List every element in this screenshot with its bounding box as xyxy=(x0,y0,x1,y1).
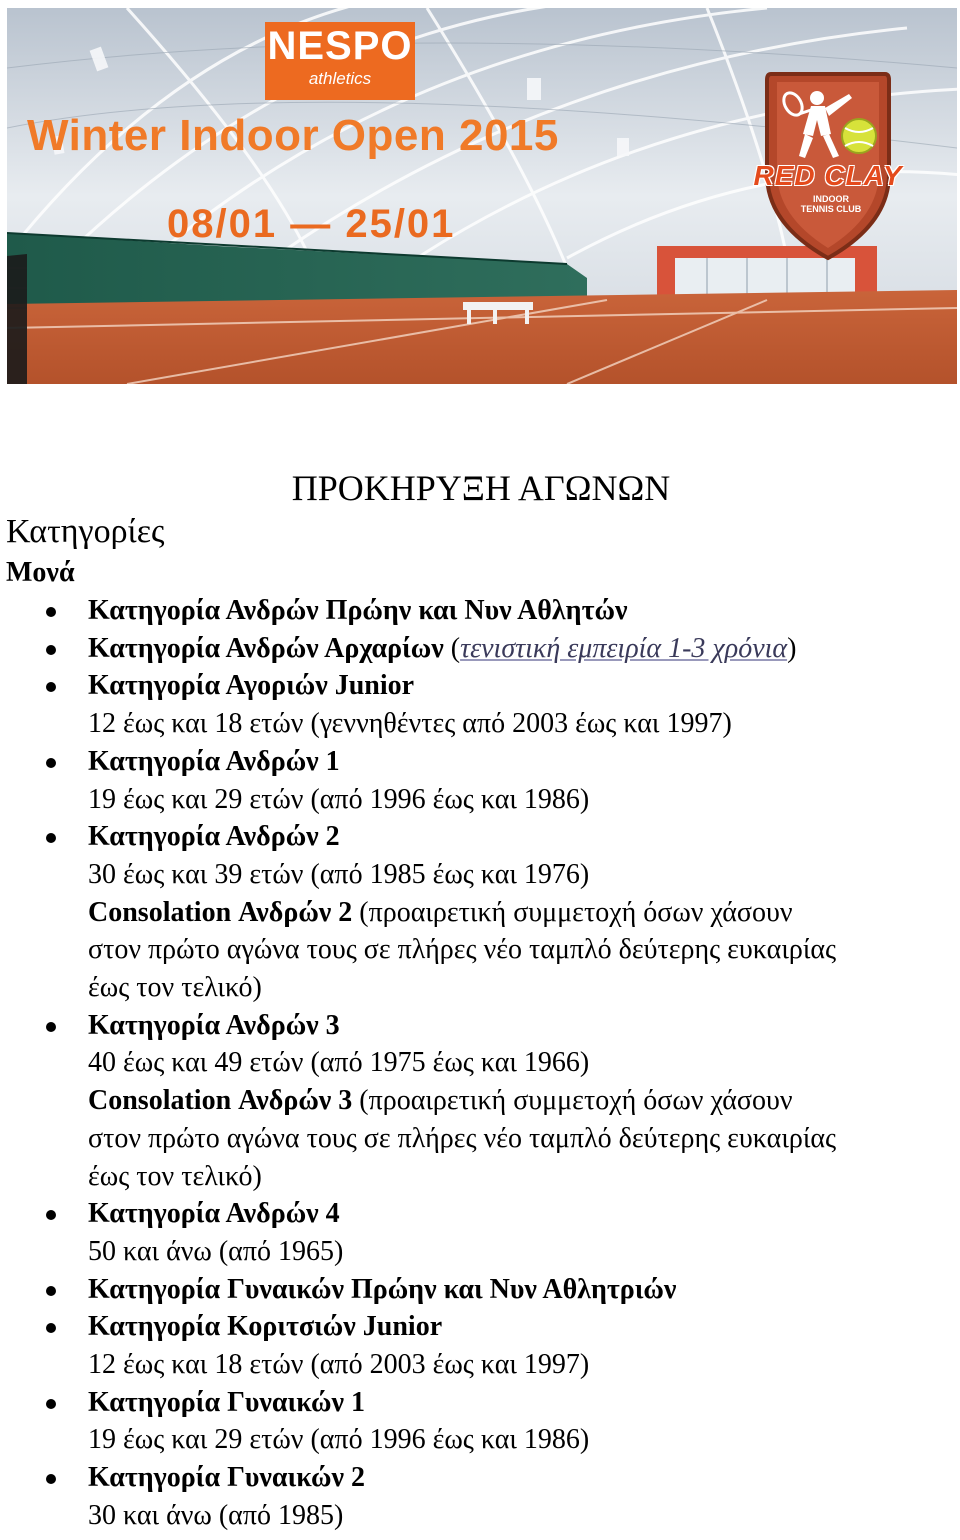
brand-name: NESPO xyxy=(267,24,413,68)
note-open: ( xyxy=(443,632,461,664)
bullet-icon xyxy=(46,607,56,617)
bullet-icon xyxy=(46,833,56,843)
event-title: Winter Indoor Open 2015 xyxy=(27,111,559,160)
category-note: τενιστική εμπειρία 1-3 χρόνια xyxy=(460,632,788,664)
nespo-logo xyxy=(265,22,415,100)
list-item xyxy=(88,1308,948,1383)
club-tagline-line1: INDOOR xyxy=(813,194,849,204)
list-item xyxy=(88,1384,948,1459)
note-close: ) xyxy=(787,632,797,664)
category-name: Κατηγορία Γυναικών 2 xyxy=(88,1462,365,1494)
list-item xyxy=(88,743,948,818)
consolation-text: στον πρώτο αγώνα τους σε πλήρες νέο ταμπλό δεύτερης ευκαιρίας xyxy=(88,1122,837,1154)
consolation-text: (προαιρετική συμμετοχή όσων χάσουν xyxy=(352,896,793,928)
category-name: Κατηγορία Γυναικών 1 xyxy=(88,1386,365,1418)
category-name: Κατηγορία Γυναικών Πρώην και Νυν Αθλητριών xyxy=(88,1273,677,1305)
category-name: Κατηγορία Αγοριών Junior xyxy=(88,670,415,702)
consolation-name: Consolation Ανδρών 3 xyxy=(88,1085,353,1117)
club-name: RED CLAY xyxy=(753,160,903,191)
brand-subtitle: athletics xyxy=(308,69,372,88)
club-tagline-line2: TENNIS CLUB xyxy=(800,204,862,214)
page-title-text: ΠΡΟΚΗΡΥΞΗ ΑΓΩΝΩΝ xyxy=(291,468,671,508)
club-tagline xyxy=(791,194,871,214)
consolation-text: στον πρώτο αγώνα τους σε πλήρες νέο ταμπλό δεύτερης ευκαιρίας xyxy=(88,934,837,966)
category-detail: 12 έως και 18 ετών (από 2003 έως και 1997) xyxy=(88,1349,590,1381)
bullet-icon xyxy=(46,682,56,692)
category-name: Κατηγορία Ανδρών 1 xyxy=(88,745,340,777)
bullet-icon xyxy=(46,1323,56,1333)
event-dates: 08/01 — 25/01 xyxy=(167,202,456,246)
category-detail: 30 έως και 39 ετών (από 1985 έως και 1976) xyxy=(88,858,590,890)
list-item xyxy=(88,818,948,1007)
bullet-icon xyxy=(46,1474,56,1484)
category-name: Κατηγορία Ανδρών 2 xyxy=(88,821,340,853)
bullet-icon xyxy=(46,758,56,768)
bullet-icon xyxy=(46,1022,56,1032)
list-item xyxy=(88,1459,948,1534)
list-item xyxy=(88,592,948,630)
category-name: Κατηγορία Ανδρών 3 xyxy=(88,1009,340,1041)
consolation-text: (προαιρετική συμμετοχή όσων χάσουν xyxy=(352,1085,793,1117)
category-name: Κατηγορία Ανδρών 4 xyxy=(88,1198,340,1230)
category-detail: 30 και άνω (από 1985) xyxy=(88,1499,344,1531)
consolation-name: Consolation Ανδρών 2 xyxy=(88,896,353,928)
consolation-text: έως τον τελικό) xyxy=(88,1160,262,1192)
category-name: Κατηγορία Κοριτσιών Junior xyxy=(88,1311,443,1343)
category-detail: 19 έως και 29 ετών (από 1996 έως και 1986) xyxy=(88,783,590,815)
list-item xyxy=(88,1007,948,1196)
event-banner xyxy=(7,8,957,384)
section-heading: Κατηγορίες xyxy=(6,513,165,550)
list-item xyxy=(88,667,948,742)
red-clay-logo xyxy=(733,64,923,264)
page-title xyxy=(0,466,960,510)
consolation-text: έως τον τελικό) xyxy=(88,972,262,1004)
category-name: Κατηγορία Ανδρών Πρώην και Νυν Αθλητών xyxy=(88,595,628,626)
bullet-icon xyxy=(46,1399,56,1409)
category-detail: 12 έως και 18 ετών (γεννηθέντες από 2003 έως και 1997) xyxy=(88,708,732,740)
category-detail: 40 έως και 49 ετών (από 1975 έως και 1966) xyxy=(88,1047,590,1079)
category-detail: 19 έως και 29 ετών (από 1996 έως και 1986) xyxy=(88,1424,590,1456)
subsection-heading: Μονά xyxy=(6,557,75,588)
category-detail: 50 και άνω (από 1965) xyxy=(88,1235,344,1267)
bullet-icon xyxy=(46,1210,56,1220)
bullet-icon xyxy=(46,1286,56,1296)
category-name: Κατηγορία Ανδρών Αρχαρίων xyxy=(88,632,444,664)
bullet-icon xyxy=(46,645,56,655)
list-item xyxy=(88,630,948,668)
list-item xyxy=(88,1195,948,1270)
list-item xyxy=(88,1271,948,1309)
category-list xyxy=(88,592,948,1535)
